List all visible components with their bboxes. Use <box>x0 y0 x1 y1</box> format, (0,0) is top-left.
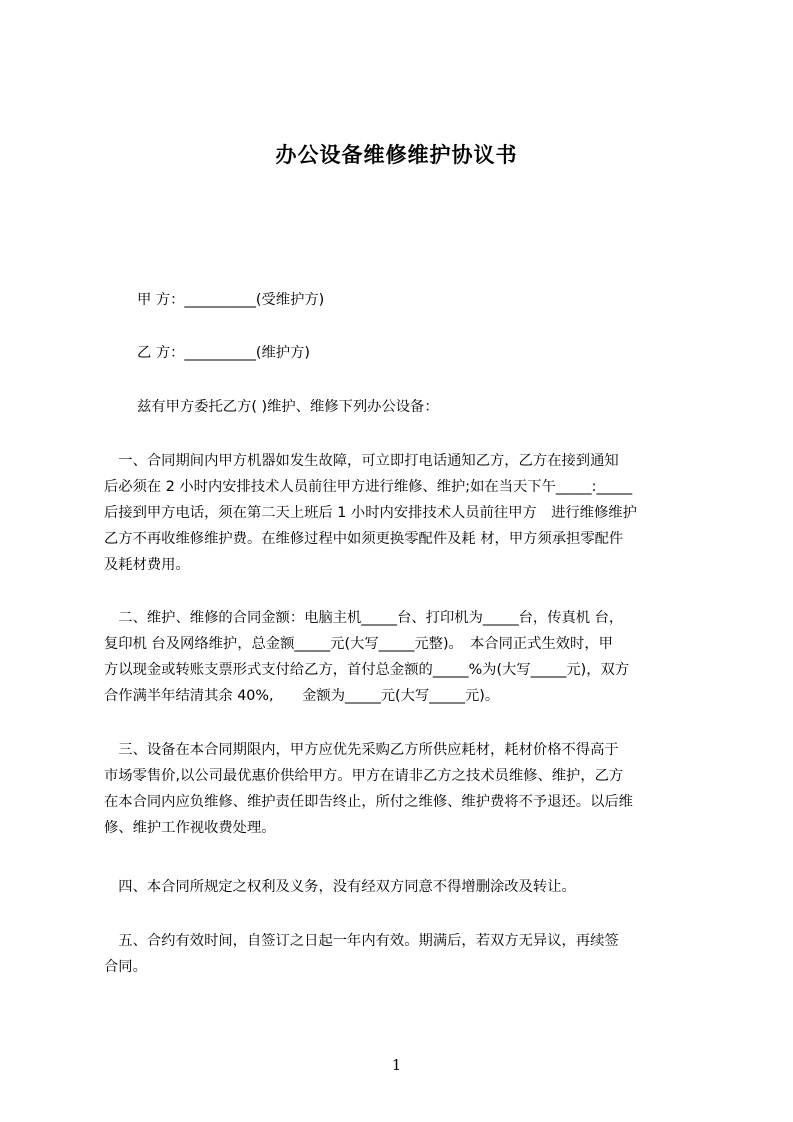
clause-2 <box>104 605 700 709</box>
clause-line: 三、设备在本合同期限内，甲方应优先采购乙方所供应耗材，耗材价格不得高于 <box>104 742 619 758</box>
clause-line: 方以现金或转账支票形式支付给乙方，首付总金额的_____%为(大写_____元)，双方 <box>104 662 630 678</box>
clause-line: 合同。 <box>104 959 147 975</box>
clause-line: 后必须在 2 小时内安排技术人员前往甲方进行维修、维护;如在当天下午_____:_____ <box>104 479 633 495</box>
clause-line: 五、合约有效时间，自签订之日起一年内有效。期满后，若双方无异议，再续签 <box>104 933 619 949</box>
clause-line: 复印机 台及网络维护，总金额_____元(大写_____元整)。 本合同正式生效时，甲 <box>104 636 613 652</box>
intro-line: 兹有甲方委托乙方( )维护、维修下列办公设备： <box>137 399 439 415</box>
clause-line: 市场零售价,以公司最优惠价供给甲方。甲方在请非乙方之技术员维修、维护，乙方 <box>104 768 624 784</box>
clause-5 <box>104 928 700 980</box>
document-title: 办公设备维修维护协议书 <box>275 143 518 167</box>
clause-line: 二、维护、维修的合同金额：电脑主机_____台、打印机为_____台，传真机 台， <box>104 610 624 626</box>
clause-4 <box>104 874 700 900</box>
clause-line: 及耗材费用。 <box>104 557 190 573</box>
clause-3 <box>104 737 700 841</box>
clause-line: 在本合同内应负维修、维护责任即告终止，所付之维修、维护费将不予退还。以后维 <box>104 794 633 810</box>
party-a-line: 甲 方：__________(受维护方) <box>137 292 325 308</box>
party-b-line: 乙 方：__________(维护方) <box>137 345 310 361</box>
clause-line: 修、维护工作视收费处理。 <box>104 820 276 836</box>
clause-line: 乙方不再收维修维护费。在维修过程中如须更换零配件及耗 材，甲方须承担零配件 <box>104 531 624 547</box>
page-number: 1 <box>391 1056 402 1074</box>
clause-line: 后接到甲方电话，须在第二天上班后 1 小时内安排技术人员前往甲方 进行维修维护 <box>104 505 637 521</box>
clause-line: 合作满半年结清其余 40%, 金额为_____元(大写_____元)。 <box>104 688 500 704</box>
clause-line: 一、合同期间内甲方机器如发生故障，可立即打电话通知乙方，乙方在接到通知 <box>104 453 619 469</box>
clause-line: 四、本合同所规定之权利及义务，没有经双方同意不得增删涂改及转让。 <box>104 879 576 895</box>
clause-1 <box>104 448 700 578</box>
